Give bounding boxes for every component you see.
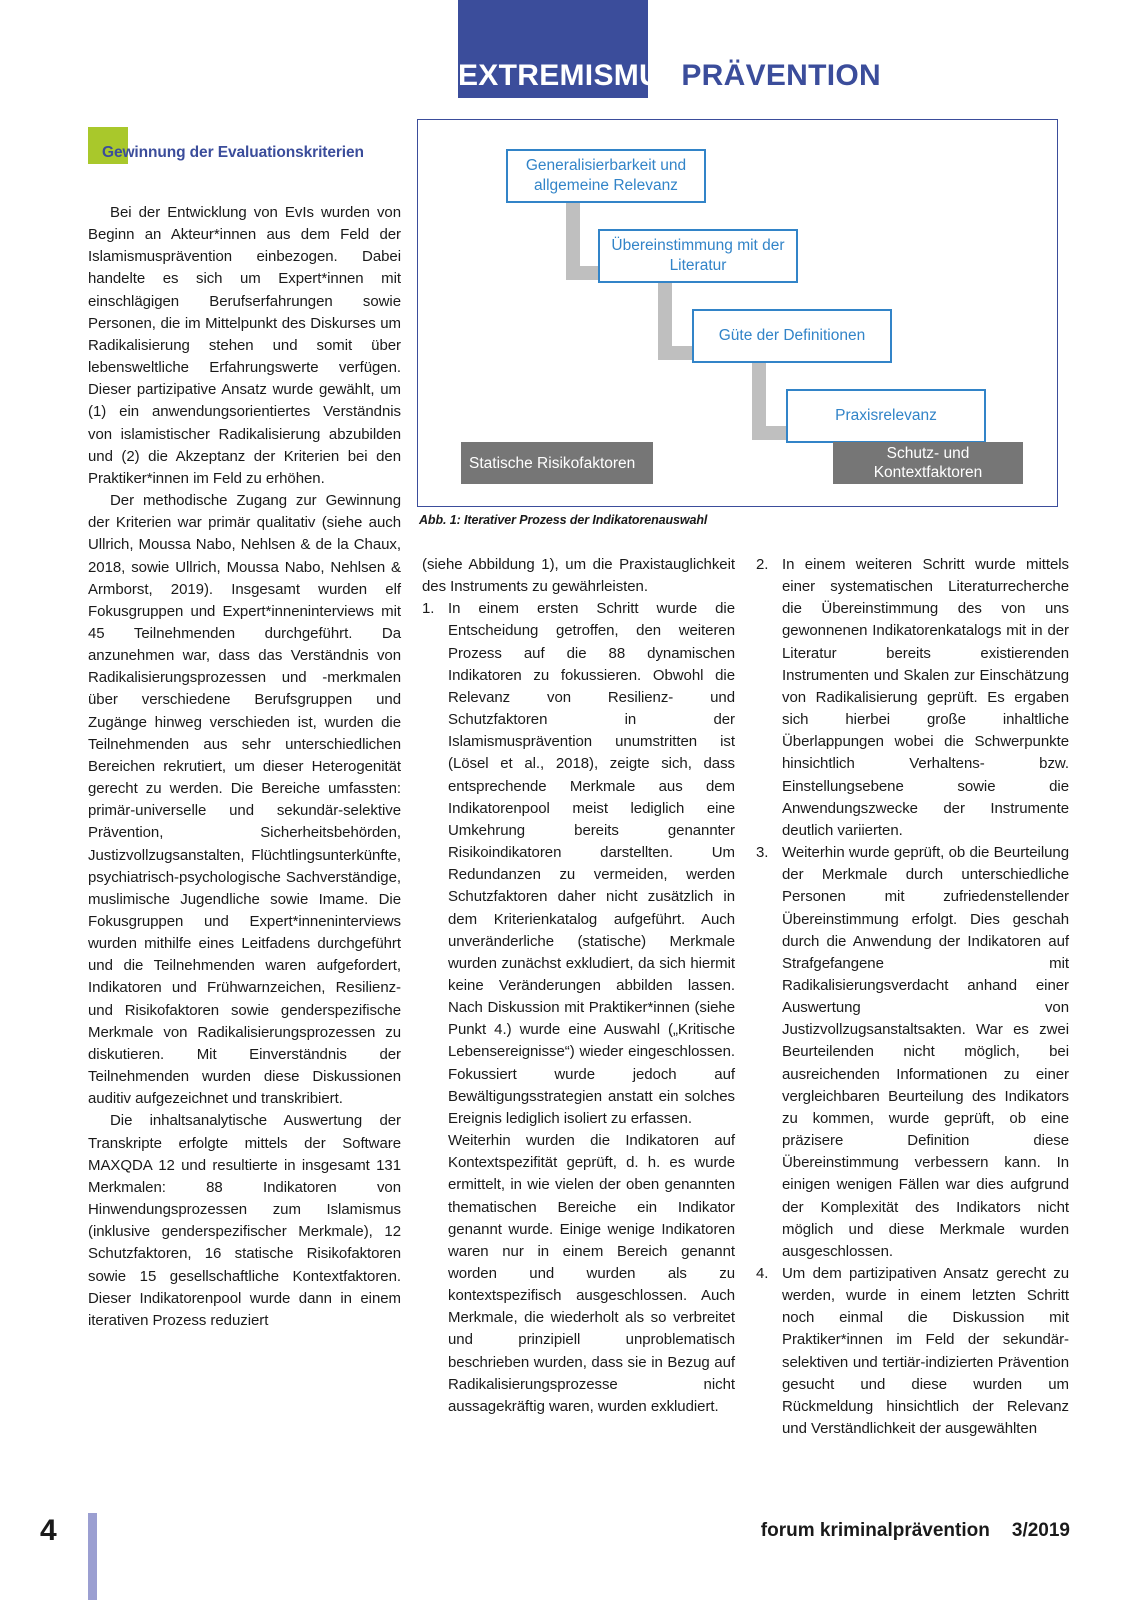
paragraph: Der methodische Zugang zur Gewinnung der Kriterien war primär qualitativ (siehe auch Ullrich, Moussa Nabo, Nehlsen & de la Chaux, 2018, sowie Ullrich, Moussa Nabo, Nehlsen & Armborst, 2019). Insgesamt wurden elf Fokusgruppen und Expert*inneninterviews mit 45 Teilnehmenden durchgeführt. Da anzunehmen war, dass das Verständnis von Radikalisierungsprozessen und -merkmalen über verschiedene Berufsgruppen und Zugänge hinweg verschieden ist, wurden die Teilnehmenden aus sehr unterschiedlichen Bereichen rekrutiert, um dieser Heterogenität gerecht zu werden. Die Bereiche umfassten: primär-universelle und sekundär-selektive Prävention, Sicherheitsbehörden, Justizvollzugsanstalten, Flüchtlingsunterkünfte, psychiatrisch-psychologische Sachverständige, muslimische Jugendliche sowie Imame. Die Fokusgruppen und Expert*inneninterviews wurden mithilfe eines Leitfadens durchgeführt und die Teilnehmenden waren aufgefordert, Indikatoren und Frühwarnzeichen, Resilienz- und Risikofaktoren sowie genderspezifische Merkmale von Radikalisierungsprozessen zu diskutieren. Mit Einverständnis der Teilnehmenden wurden diese Diskussionen auditiv aufgezeichnet und transkribiert. xyxy=(88,492,401,1108)
numbered-list-item-1 xyxy=(422,598,735,1130)
figure-diagram xyxy=(418,120,1057,506)
figure-step-box-3: Güte der Definitionen xyxy=(692,309,892,363)
list-number: 1. xyxy=(422,600,435,618)
figure-container xyxy=(417,119,1058,507)
list-text: Weiterhin wurde geprüft, ob die Beurteilung der Merkmale durch unterschiedliche Personen mit zufriedenstellender Übereinstimmung erfolgt. Dies geschah durch die Anwendung der Indikatoren auf Strafgefangene mit Radikalisierungsverdacht anhand einer Auswertung von Justizvollzugsanstaltsakten. War es zwei Beurteilenden nicht möglich, bei ausreichenden Informationen zu einer vergleichbaren Beurteilung des Indikators zu kommen, wurde geprüft, ob eine präzisere Definition diese Übereinstimmung verbessern kann. In einigen wenigen Fällen war dies aufgrund der Komplexität des Indikators nicht möglich und diese Merkmale wurden ausgeschlossen. xyxy=(782,844,1069,1260)
figure-excluded-box-protective-context-factors: Schutz- und Kontextfaktoren xyxy=(833,442,1023,484)
paragraph: (siehe Abbildung 1), um die Praxistauglichkeit des Instruments zu gewährleisten. xyxy=(422,556,735,596)
body-column-middle xyxy=(422,554,735,1418)
section-heading: Gewinnung der Evaluationskriterien xyxy=(102,144,364,161)
numbered-list-item-2 xyxy=(756,554,1069,842)
footer-accent-bar xyxy=(88,1513,97,1600)
list-text: Weiterhin wurden die Indikatoren auf Kontextspezifität geprüft, d. h. es wurde ermittelt, in wie vielen der oben genannten thematischen Bereiche ein Indikator genannt wurde. Einige wenige Indikatoren waren nur in einem Bereich genannt worden und wurden als zu kontextspezifisch ausgeschlossen. Auch Merkmale, die wiederholt als so verbreitet und prinzipiell unproblematisch beschrieben wurden, dass sie in Bezug auf Radikalisierungsprozesse nicht aussagekräftig waren, wurden exkludiert. xyxy=(448,1132,735,1415)
page-header-title xyxy=(458,54,1058,98)
list-text: In einem weiteren Schritt wurde mittels einer systematischen Literaturrecherche die Übereinstimmung des von uns gewonnenen Indikatorenkatalogs mit in der Literatur bereits existierenden Instrumenten und Skalen zur Einschätzung von Radikalisierung geprüft. Es ergaben sich hierbei große inhaltliche Überlappungen wobei die Schwerpunkte hinsichtlich Verhaltens- bzw. Einstellungsebene sowie die Anwendungszwecke der Instrumente deutlich variierten. xyxy=(782,556,1069,839)
body-column-left xyxy=(88,202,401,1332)
list-number: 3. xyxy=(756,844,769,862)
numbered-list-item-4 xyxy=(756,1263,1069,1440)
header-title-rest: PRÄVENTION xyxy=(681,59,882,92)
list-text: In einem ersten Schritt wurde die Entscheidung getroffen, den weiteren Prozess auf die 88 dynamischen Indikatoren zu fokussieren. Obwohl die Relevanz von Resilienz- und Schutzfaktoren in der Islamismusprävention unumstritten ist (Lösel et al., 2018), zeigte sich, dass entsprechende Merkmale aus dem Indikatorenpool meist lediglich eine Umkehrung bereits genannter Risikoindikatoren darstellten. Um Redundanzen zu vermeiden, werden Schutzfaktoren daher nicht zusätzlich in dem Kriterienkatalog aufgeführt. Auch unveränderliche (statische) Merkmale wurden zunächst exkludiert, da sich hiermit keine Veränderungen abbilden lassen. Nach Diskussion mit Praktiker*innen (siehe Punkt 4.) wurde eine Auswahl („Kritische Lebensereignisse“) wieder eingeschlossen. Fokussiert wurde jedoch auf Bewältigungsstrategien anstatt ein solches Ereignis lediglich isoliert zu erfassen. xyxy=(448,600,735,1127)
paragraph: Bei der Entwicklung von EvIs wurden von Beginn an Akteur*innen aus dem Feld der Islamismusprävention einbezogen. Dabei handelte es sich um Expert*innen mit einschlägigen Berufserfahrungen sowie Personen, die im Mittelpunkt des Diskurses um Radikalisierung stehen und somit über lebensweltliche Erfahrungswerte verfügen. Dieser partizipative Ansatz wurde gewählt, um (1) ein anwendungsorientiertes Verständnis von islamistischer Radikalisierung abzubilden und (2) die Akzeptanz der Kriterien bei den Praktiker*innen im Feld zu erhöhen. xyxy=(88,204,401,487)
list-number: 2. xyxy=(756,556,769,573)
body-column-right xyxy=(756,554,1069,1440)
list-text: Um dem partizipativen Ansatz gerecht zu werden, wurde in einem letzten Schritt noch einmal die Diskussion mit Praktiker*innen im Feld der sekundär-selektiven und tertiär-indizierten Prävention gesucht und diese wurden um Rückmeldung hinsichtlich der Relevanz und Verständlichkeit der ausgewählten xyxy=(782,1265,1069,1438)
numbered-list-item-3 xyxy=(756,842,1069,1263)
footer-publication-info xyxy=(761,1520,1070,1542)
figure-caption: Abb. 1: Iterativer Prozess der Indikatorenauswahl xyxy=(419,513,708,527)
figure-step-box-2: Übereinstimmung mit der Literatur xyxy=(598,229,798,283)
list-number: 4. xyxy=(756,1265,769,1282)
figure-excluded-box-static-risk-factors: Statische Risikofaktoren xyxy=(461,442,653,484)
publication-name: forum kriminalprävention xyxy=(760,1520,990,1541)
numbered-list-item-1-continuation xyxy=(422,1130,735,1418)
figure-step-box-1: Generalisierbarkeit und allgemeine Relevanz xyxy=(506,149,706,203)
header-title-highlight: EXTREMISMUS xyxy=(458,59,682,92)
page-number: 4 xyxy=(40,1514,57,1547)
publication-issue: 3/2019 xyxy=(1011,1520,1070,1541)
figure-step-box-4: Praxisrelevanz xyxy=(786,389,986,443)
paragraph: Die inhaltsanalytische Auswertung der Transkripte erfolgte mittels der Software MAXQDA 12 und resultierte in insgesamt 131 Merkmalen: 88 Indikatoren von Hinwendungsprozessen zum Islamismus (inklusive genderspezifischer Merkmale), 12 Schutzfaktoren, 16 statische Risikofaktoren sowie 15 gesellschaftliche Kontextfaktoren. Dieser Indikatorenpool wurde dann in einem iterativen Prozess reduziert xyxy=(88,1112,401,1329)
